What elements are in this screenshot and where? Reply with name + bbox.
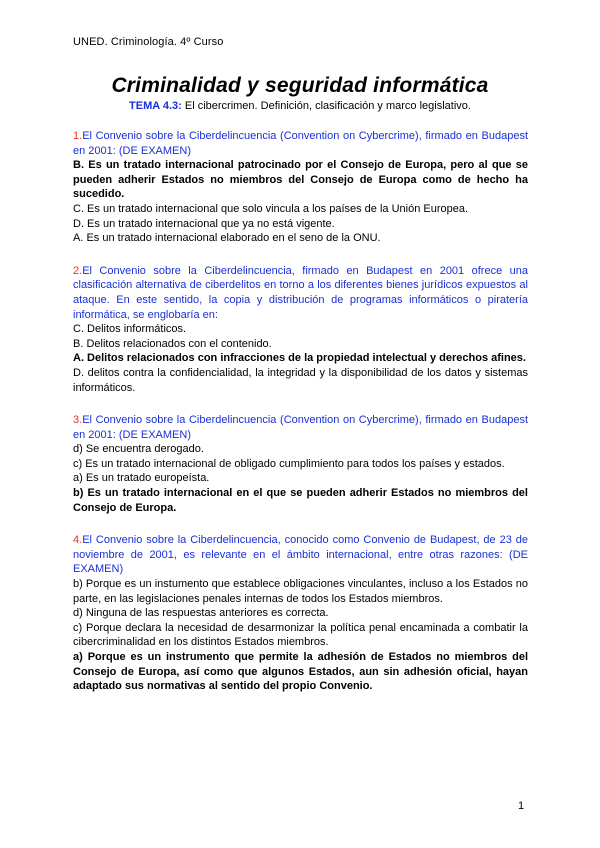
answer-option: B. Delitos relacionados con el contenido. <box>73 337 272 350</box>
question-text <box>73 129 528 158</box>
answer-option: C. Delitos informáticos. <box>73 323 187 336</box>
question-statement: El Convenio sobre la Ciberdelincuencia (Convention on Cybercrime), firmado en Budapest en 2001: (DE EXAMEN) <box>73 414 528 441</box>
subtitle <box>0 100 600 112</box>
question-statement: El Convenio sobre la Ciberdelincuencia, conocido como Convenio de Budapest, de 23 de noviembre de 2001, es relevante en el ámbito internacional, entre otras razones: (DE EXAMEN) <box>73 534 528 576</box>
answer-option: c) Porque declara la necesidad de desarmonizar la política penal encaminada a combatir la cibercriminalidad en los distintos Estados miembros. <box>73 621 528 649</box>
question-text <box>73 533 528 577</box>
answer-option: c) Es un tratado internacional de obligado cumplimiento para todos los países y estados. <box>73 457 505 470</box>
question-3 <box>73 413 528 515</box>
answer-option-correct: B. Es un tratado internacional patrocinado por el Consejo de Europa, pero al que se pueden adherir Estados no miembros del Consejo de Europa como de hecho ha sucedido. <box>73 159 528 201</box>
page-title: Criminalidad y seguridad informática <box>111 74 489 97</box>
tema-label: TEMA 4.3: <box>129 100 182 112</box>
question-number: 1. <box>73 130 83 142</box>
answer-option: d) Ninguna de las respuestas anteriores es correcta. <box>73 607 329 620</box>
page-number: 1 <box>518 800 525 812</box>
answer-option: A. Es un tratado internacional elaborado en el seno de la ONU. <box>73 232 381 245</box>
answer-option: D. delitos contra la confidencialidad, la integridad y la disponibilidad de los datos y sistemas informáticos. <box>73 366 528 394</box>
questions-list <box>73 129 528 712</box>
answer-option-correct: b) Es un tratado internacional en el que se pueden adherir Estados no miembros del Consejo de Europa. <box>73 487 528 514</box>
question-statement: El Convenio sobre la Ciberdelincuencia, firmado en Budapest en 2001 ofrece una clasificación alternativa de ciberdelitos en torno a los diferentes bienes jurídicos expuestos al ataque. En este sentido, la copia y distribución de programas informáticos o piratería informática, se englobaría en: <box>73 264 528 321</box>
question-number: 3. <box>73 414 83 427</box>
answer-option: D. Es un tratado internacional que ya no está vigente. <box>73 217 335 230</box>
answer-option: d) Se encuentra derogado. <box>73 443 204 456</box>
question-1 <box>73 129 528 246</box>
answer-option: C. Es un tratado internacional que solo vincula a los países de la Unión Europea. <box>73 202 469 215</box>
answer-option: a) Es un tratado europeísta. <box>73 472 210 485</box>
question-4 <box>73 533 528 694</box>
question-text <box>73 264 528 322</box>
question-2 <box>73 264 528 395</box>
answer-option-correct: A. Delitos relacionados con infracciones de la propiedad intelectual y derechos afines. <box>73 352 526 365</box>
tema-description: El cibercrimen. Definición, clasificación y marco legislativo. <box>181 100 471 112</box>
question-statement: El Convenio sobre la Ciberdelincuencia (Convention on Cybercrime), firmado en Budapest en 2001: (DE EXAMEN) <box>73 130 528 157</box>
answer-option: b) Porque es un instumento que establece obligaciones vinculantes, incluso a los Estados no parte, en las legislaciones penales internas de todos los Estados miembros. <box>73 578 528 605</box>
document-header: UNED. Criminología. 4º Curso <box>73 36 224 48</box>
question-text <box>73 413 528 442</box>
question-number: 2. <box>73 264 83 277</box>
answer-option-correct: a) Porque es un instrumento que permite la adhesión de Estados no miembros del Consejo de Europa, así como que algunos Estados, aun sin adhesión oficial, hayan adaptado sus normativas al sentido del propio Convenio. <box>73 651 528 693</box>
question-number: 4. <box>73 534 83 547</box>
